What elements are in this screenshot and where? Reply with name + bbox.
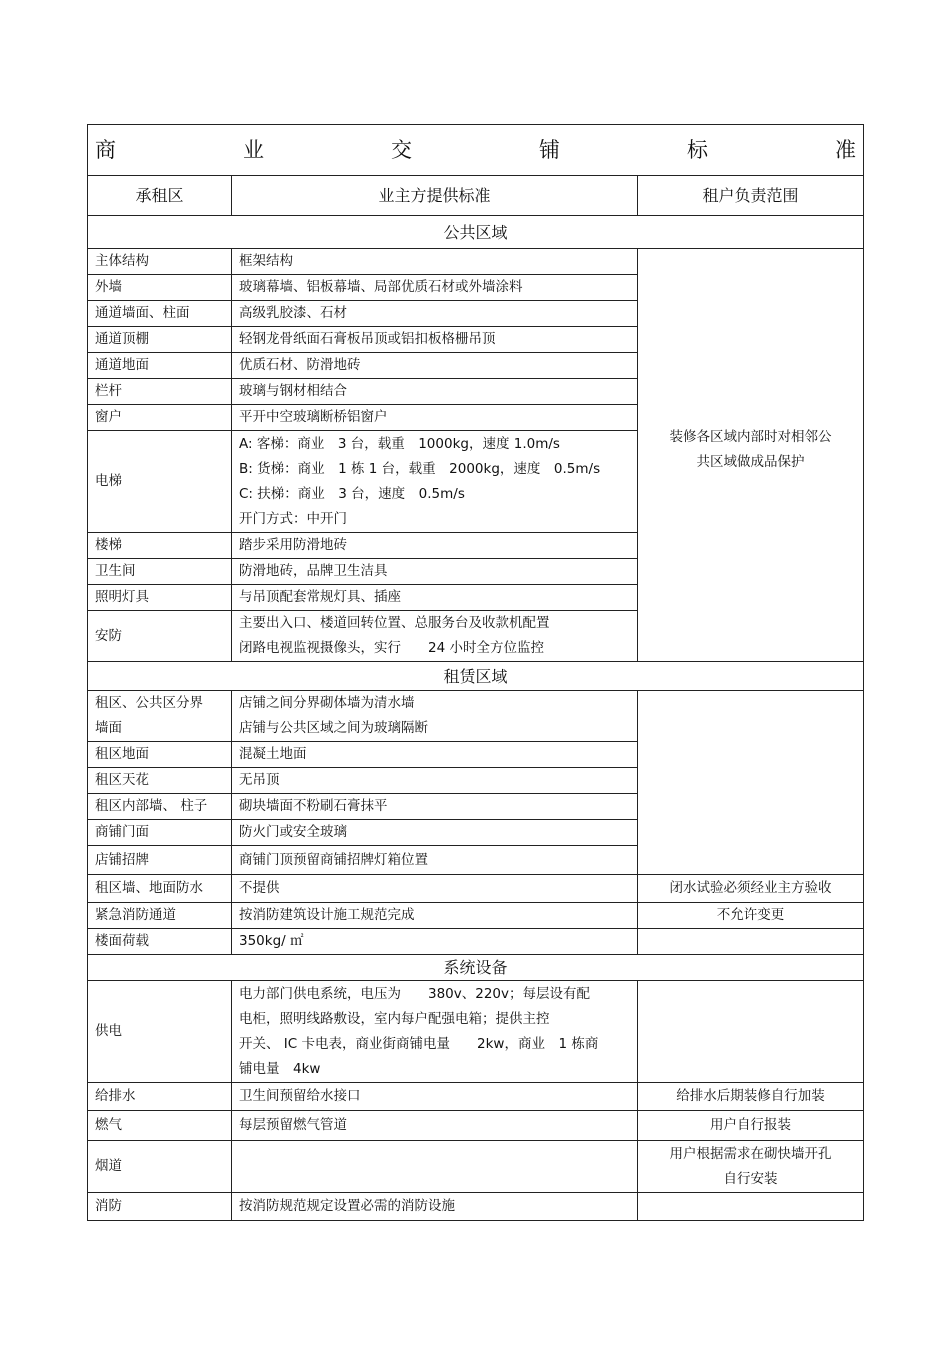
cell-text-line: 供电 [95, 1023, 122, 1039]
header-owner-standard: 业主方提供标准 [232, 176, 638, 216]
owner-standard [232, 1083, 638, 1111]
row-label [88, 846, 232, 875]
cell-text-line: 租区内部墙、 柱子 [95, 798, 208, 814]
cell-text-line: 自行安装 [723, 1170, 778, 1187]
cell-text-line: 玻璃与钢材相结合 [239, 383, 347, 399]
cell-text-line: 按消防建筑设计施工规范完成 [239, 907, 415, 923]
title-char: 标 [687, 137, 708, 162]
owner-standard [232, 1193, 638, 1221]
tenant-scope [638, 691, 864, 875]
commercial-shop-standard-table [87, 124, 864, 1221]
cell-text-line: 350kg/ ㎡ [239, 933, 304, 949]
owner-standard [232, 794, 638, 820]
cell-text-line: 租区、公共区分界 [95, 695, 203, 711]
table-row [88, 1111, 864, 1141]
cell-text-line: 燃气 [95, 1117, 122, 1133]
cell-text-line: 用户根据需求在砌快墙开孔 [669, 1145, 832, 1162]
cell-text-line: 紧急消防通道 [95, 907, 176, 923]
row-label [88, 1193, 232, 1221]
cell-text-line: 租区墙、地面防水 [95, 880, 203, 896]
public-section-body [88, 249, 864, 662]
cell-text-line: 主要出入口、楼道回转位置、总服务台及收款机配置 [239, 615, 550, 631]
cell-text-line: 闭水试验必须经业主方验收 [669, 880, 832, 896]
title-char: 商 [95, 137, 116, 162]
owner-standard [232, 327, 638, 353]
cell-text-line: 卫生间 [95, 563, 136, 579]
row-label [88, 794, 232, 820]
row-label [88, 820, 232, 846]
row-label [88, 903, 232, 929]
tenant-scope [638, 875, 864, 903]
cell-text-line: 卫生间预留给水接口 [239, 1088, 361, 1104]
cell-text-line: C: 扶梯：商业 3 台，速度 0.5m/s [239, 485, 465, 502]
cell-text-line: 电柜，照明线路敷设，室内每户配强电箱；提供主控 [239, 1010, 550, 1027]
title-char: 铺 [539, 137, 560, 162]
title-row [88, 125, 864, 176]
table-row [88, 1141, 864, 1193]
owner-standard [232, 820, 638, 846]
table-row [88, 1193, 864, 1221]
system-section-body [88, 981, 864, 1221]
tenant-scope [638, 1141, 864, 1193]
section-row-lease [88, 662, 864, 691]
table-title [88, 125, 864, 176]
cell-text-line: A: 客梯：商业 3 台，载重 1000kg，速度 1.0m/s [239, 435, 560, 452]
row-label [88, 1111, 232, 1141]
owner-standard [232, 249, 638, 275]
owner-standard [232, 1141, 638, 1193]
tenant-scope [638, 249, 864, 662]
table-row [88, 875, 864, 903]
owner-standard [232, 846, 638, 875]
cell-text-line: 不提供 [239, 880, 280, 896]
cell-text-line: 通道顶棚 [95, 331, 149, 347]
title-char: 业 [243, 137, 264, 162]
cell-text-line: 每层预留燃气管道 [239, 1117, 347, 1133]
owner-standard [232, 929, 638, 955]
owner-standard [232, 275, 638, 301]
cell-text-line: 墙面 [95, 720, 122, 736]
table-row [88, 929, 864, 955]
owner-standard [232, 379, 638, 405]
cell-text-line: 玻璃幕墙、铝板幕墙、局部优质石材或外墙涂料 [239, 279, 523, 295]
row-label [88, 1141, 232, 1193]
owner-standard [232, 533, 638, 559]
cell-text-line: 通道墙面、柱面 [95, 305, 190, 321]
tenant-scope [638, 981, 864, 1083]
cell-text-line: 楼面荷载 [95, 933, 149, 949]
owner-standard [232, 431, 638, 533]
cell-text-line: 无吊顶 [239, 772, 280, 788]
cell-text-line: 消防 [95, 1198, 122, 1214]
cell-text-line: 安防 [95, 627, 122, 644]
row-label [88, 405, 232, 431]
owner-standard [232, 585, 638, 611]
cell-text-line: 混凝土地面 [239, 746, 307, 762]
cell-text-line: 主体结构 [95, 253, 149, 269]
owner-standard [232, 768, 638, 794]
owner-standard [232, 1111, 638, 1141]
owner-standard [232, 405, 638, 431]
cell-text-line: 铺电量 4kw [239, 1060, 321, 1077]
tenant-scope [638, 903, 864, 929]
cell-text-line: 开门方式：中开门 [239, 510, 347, 527]
row-label [88, 981, 232, 1083]
cell-text-line: 窗户 [95, 409, 122, 425]
title-char: 交 [391, 137, 412, 162]
cell-text-line: 给排水 [95, 1088, 136, 1104]
row-label [88, 691, 232, 742]
row-label [88, 249, 232, 275]
row-label [88, 1083, 232, 1111]
owner-standard [232, 301, 638, 327]
cell-text-line: 砌块墙面不粉刷石膏抹平 [239, 798, 388, 814]
cell-text-line: 电梯 [95, 473, 122, 489]
cell-text-line: 通道地面 [95, 357, 149, 373]
section-row-system [88, 955, 864, 981]
tenant-scope [638, 929, 864, 955]
row-label [88, 353, 232, 379]
tenant-scope [638, 1083, 864, 1111]
table-row [88, 981, 864, 1083]
row-label [88, 559, 232, 585]
section-row-public [88, 216, 864, 249]
cell-text-line: 店铺之间分界砌体墙为清水墙 [239, 695, 415, 711]
owner-standard [232, 611, 638, 662]
cell-text-line: 优质石材、防滑地砖 [239, 357, 361, 373]
header-row [88, 176, 864, 216]
cell-text-line: 轻钢龙骨纸面石膏板吊顶或铝扣板格栅吊顶 [239, 331, 496, 347]
cell-text-line: 楼梯 [95, 537, 122, 553]
section-title-lease: 租赁区域 [88, 662, 864, 691]
tenant-scope [638, 1111, 864, 1141]
header-tenant-scope: 租户负责范围 [638, 176, 864, 216]
cell-text-line: 共区域做成品保护 [696, 454, 805, 470]
cell-text-line: B: 货梯：商业 1 栋 1 台，载重 2000kg，速度 0.5m/s [239, 460, 601, 477]
cell-text-line: 防火门或安全玻璃 [239, 824, 347, 840]
tenant-scope [638, 1193, 864, 1221]
owner-standard [232, 691, 638, 742]
cell-text-line: 外墙 [95, 279, 122, 295]
cell-text-line: 电力部门供电系统，电压为 380v、220v；每层设有配 [239, 985, 591, 1002]
section-title-system: 系统设备 [88, 955, 864, 981]
cell-text-line: 照明灯具 [95, 589, 149, 605]
owner-standard [232, 981, 638, 1083]
row-label [88, 533, 232, 559]
cell-text-line: 栏杆 [95, 383, 122, 399]
table-row [88, 691, 864, 742]
cell-text-line: 踏步采用防滑地砖 [239, 537, 347, 553]
cell-text-line: 不允许变更 [716, 907, 785, 923]
owner-standard [232, 903, 638, 929]
owner-standard [232, 559, 638, 585]
cell-text-line: 框架结构 [239, 253, 293, 269]
cell-text-line: 开关、 IC 卡电表，商业街商铺电量 2kw，商业 1 栋商 [239, 1035, 599, 1052]
cell-text-line: 高级乳胶漆、石材 [239, 305, 347, 321]
owner-standard [232, 875, 638, 903]
row-label [88, 275, 232, 301]
cell-text-line: 租区天花 [95, 772, 149, 788]
cell-text-line: 平开中空玻璃断桥铝窗户 [239, 409, 388, 425]
header-lease-area: 承租区 [88, 176, 232, 216]
row-label [88, 929, 232, 955]
cell-text-line: 按消防规范规定设置必需的消防设施 [239, 1198, 455, 1214]
cell-text-line: 店铺招牌 [95, 851, 149, 868]
owner-standard [232, 353, 638, 379]
table-row [88, 249, 864, 275]
cell-text-line: 给排水后期装修自行加装 [676, 1088, 825, 1104]
row-label [88, 379, 232, 405]
table-row [88, 903, 864, 929]
cell-text-line: 商铺门顶预留商铺招牌灯箱位置 [239, 851, 428, 868]
row-label [88, 327, 232, 353]
cell-text-line: 店铺与公共区域之间为玻璃隔断 [239, 720, 428, 736]
cell-text-line: 防滑地砖，品牌卫生洁具 [239, 563, 388, 579]
owner-standard [232, 742, 638, 768]
row-label [88, 431, 232, 533]
title-char: 准 [835, 137, 856, 162]
row-label [88, 301, 232, 327]
section-title-public: 公共区域 [88, 216, 864, 249]
row-label [88, 768, 232, 794]
row-label [88, 875, 232, 903]
cell-text-line: 与吊顶配套常规灯具、插座 [239, 589, 401, 605]
cell-text-line: 商铺门面 [95, 824, 149, 840]
cell-text-line: 闭路电视监视摄像头，实行 24 小时全方位监控 [239, 640, 544, 656]
cell-text-line: 烟道 [95, 1158, 122, 1174]
lease-section-body [88, 691, 864, 955]
cell-text-line: 租区地面 [95, 746, 149, 762]
row-label [88, 585, 232, 611]
cell-text-line: 用户自行报装 [710, 1117, 791, 1133]
row-label [88, 742, 232, 768]
table-row [88, 1083, 864, 1111]
row-label [88, 611, 232, 662]
cell-text-line: 装修各区域内部时对相邻公 [669, 429, 832, 445]
